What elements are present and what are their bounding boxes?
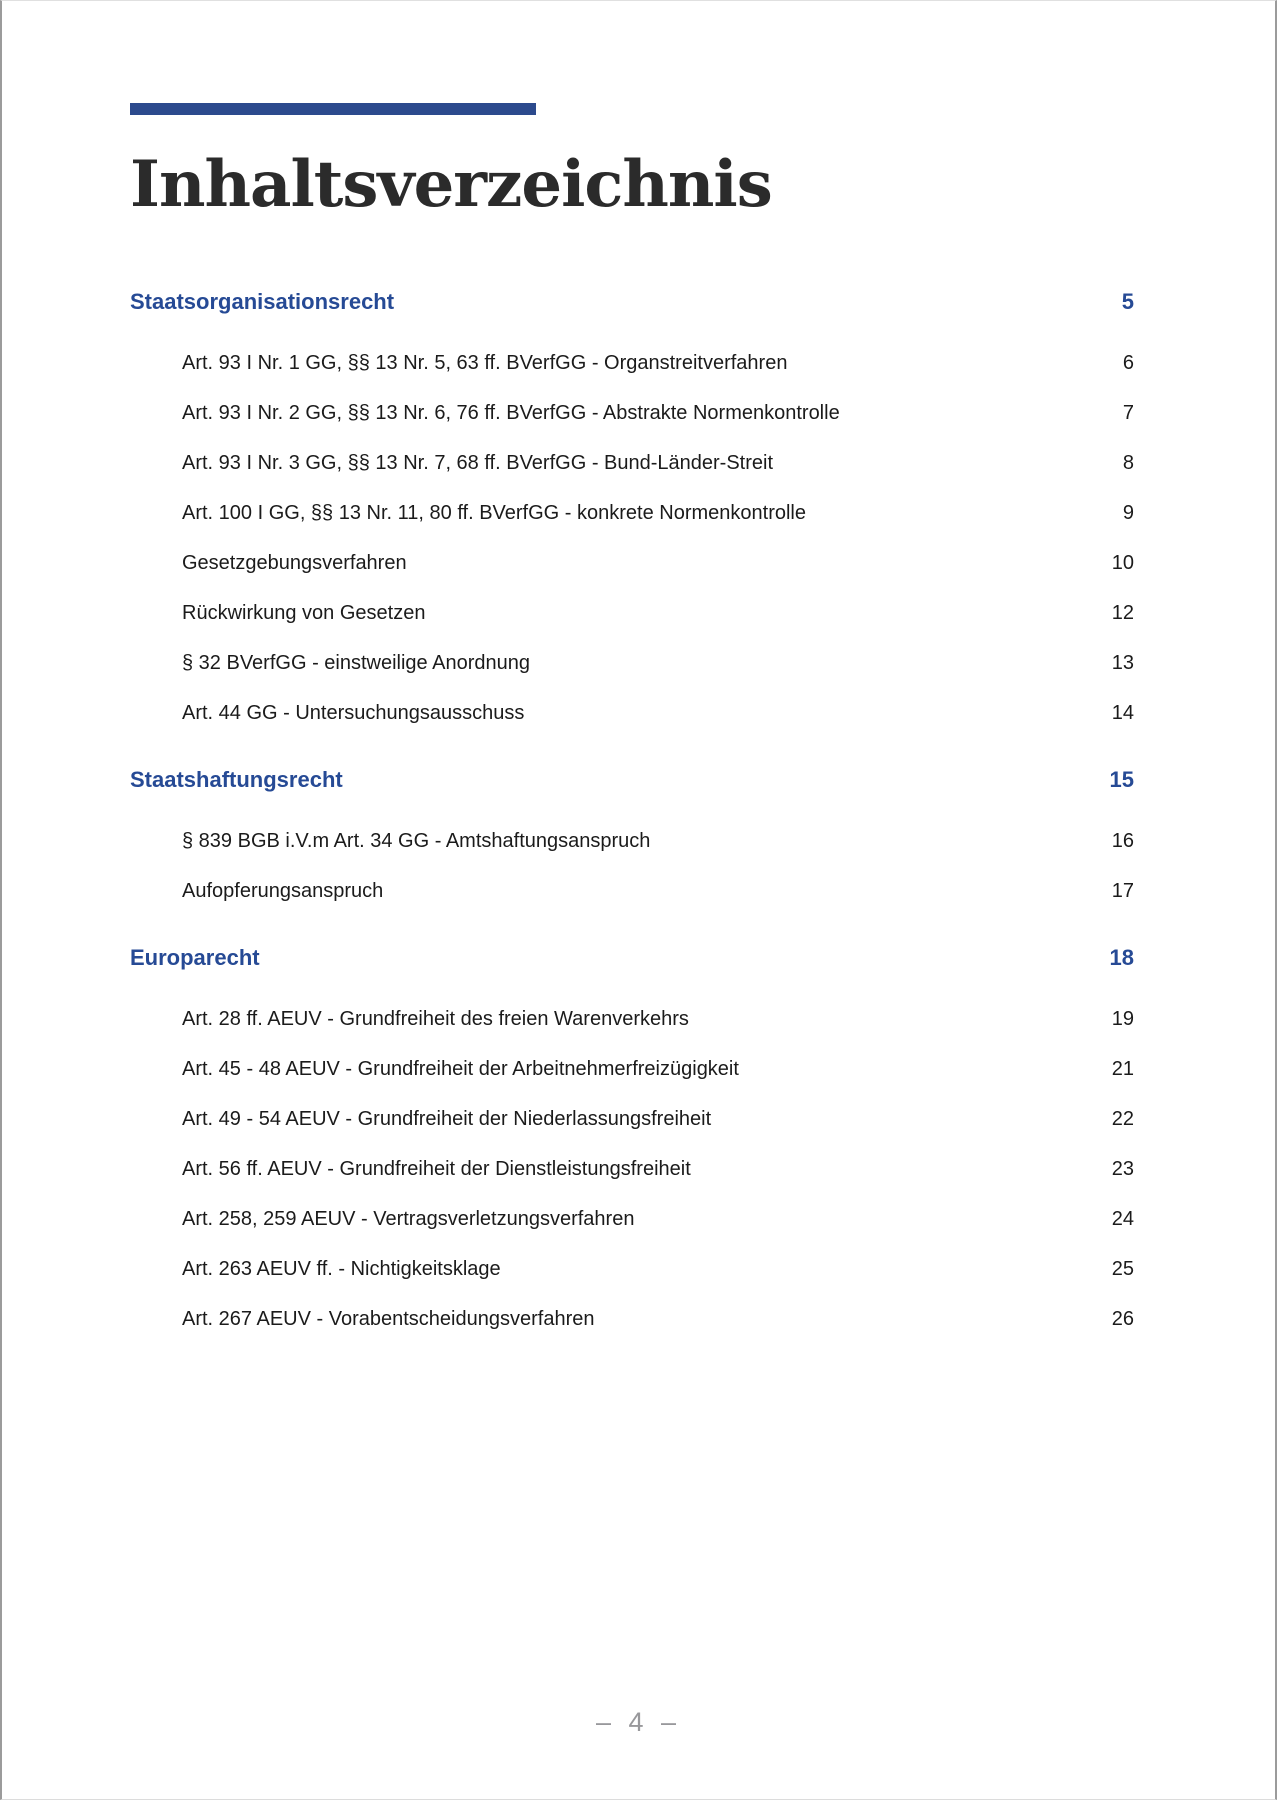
table-of-contents [130,288,1134,1332]
toc-entry[interactable] [130,878,1134,904]
toc-entry-label: Art. 263 AEUV ff. - Nichtigkeitsklage [182,1258,501,1281]
toc-entry-label: Art. 44 GG - Untersuchungsausschuss [182,702,525,725]
toc-entry-page: 7 [1122,402,1134,425]
toc-entry[interactable] [130,1106,1134,1132]
toc-entry-label: Rückwirkung von Gesetzen [182,602,426,625]
toc-entry[interactable] [130,600,1134,626]
toc-entry-label: Art. 93 I Nr. 3 GG, §§ 13 Nr. 7, 68 ff. BVerfGG - Bund-Länder-Streit [182,452,774,475]
toc-entry[interactable] [130,1206,1134,1232]
toc-entry[interactable] [130,400,1134,426]
toc-section-label: Europarecht [130,945,260,971]
toc-entry[interactable] [130,450,1134,476]
toc-entry-page: 22 [1111,1108,1134,1131]
toc-entry-label: Aufopferungsanspruch [182,880,384,903]
toc-entry[interactable] [130,828,1134,854]
toc-section-page: 5 [1121,289,1134,315]
toc-entry-label: Art. 100 I GG, §§ 13 Nr. 11, 80 ff. BVerfGG - konkrete Normenkontrolle [182,502,806,525]
toc-entry-page: 16 [1111,830,1134,853]
toc-entry-page: 24 [1111,1208,1134,1231]
toc-entry-page: 26 [1111,1308,1134,1331]
toc-entry-label: Art. 258, 259 AEUV - Vertragsverletzungsverfahren [182,1208,635,1231]
accent-bar [130,103,536,115]
page-number-label: – 4 – [595,1707,682,1737]
toc-entry-page: 13 [1111,652,1134,675]
toc-entry-page: 14 [1111,702,1134,725]
toc-entry-label: Art. 45 - 48 AEUV - Grundfreiheit der Arbeitnehmerfreizügigkeit [182,1058,739,1081]
toc-entry[interactable] [130,650,1134,676]
toc-section-heading[interactable] [130,288,1134,316]
toc-entry-page: 17 [1111,880,1134,903]
toc-section-label: Staatsorganisationsrecht [130,289,395,315]
toc-entry-label: Art. 267 AEUV - Vorabentscheidungsverfahren [182,1308,595,1331]
page-footer [2,1707,1275,1738]
toc-entry[interactable] [130,550,1134,576]
toc-entry[interactable] [130,1256,1134,1282]
toc-entry-label: § 839 BGB i.V.m Art. 34 GG - Amtshaftungsanspruch [182,830,651,853]
toc-entry-page: 6 [1122,352,1134,375]
toc-section-heading[interactable] [130,944,1134,972]
toc-entry[interactable] [130,1006,1134,1032]
toc-section-heading[interactable] [130,766,1134,794]
toc-entry[interactable] [130,1156,1134,1182]
toc-entry[interactable] [130,1306,1134,1332]
toc-entry-label: Art. 56 ff. AEUV - Grundfreiheit der Dienstleistungsfreiheit [182,1158,691,1181]
page-content [130,1,1134,1332]
toc-entry-label: Gesetzgebungsverfahren [182,552,407,575]
toc-entry[interactable] [130,500,1134,526]
toc-entry-page: 12 [1111,602,1134,625]
toc-entry-page: 21 [1111,1058,1134,1081]
page-title: Inhaltsverzeichnis [130,147,772,222]
toc-entry[interactable] [130,1056,1134,1082]
toc-section-page: 15 [1109,767,1134,793]
toc-entry-label: Art. 93 I Nr. 2 GG, §§ 13 Nr. 6, 76 ff. BVerfGG - Abstrakte Normenkontrolle [182,402,840,425]
toc-entry-label: § 32 BVerfGG - einstweilige Anordnung [182,652,530,675]
toc-entry-page: 9 [1122,502,1134,525]
toc-entry-label: Art. 28 ff. AEUV - Grundfreiheit des freien Warenverkehrs [182,1008,689,1031]
toc-entry-page: 19 [1111,1008,1134,1031]
toc-entry-page: 23 [1111,1158,1134,1181]
toc-entry[interactable] [130,700,1134,726]
toc-section-label: Staatshaftungsrecht [130,767,343,793]
toc-entry-label: Art. 49 - 54 AEUV - Grundfreiheit der Niederlassungsfreiheit [182,1108,712,1131]
toc-section-page: 18 [1109,945,1134,971]
toc-entry-page: 25 [1111,1258,1134,1281]
toc-entry-label: Art. 93 I Nr. 1 GG, §§ 13 Nr. 5, 63 ff. BVerfGG - Organstreitverfahren [182,352,788,375]
toc-entry-page: 8 [1122,452,1134,475]
toc-entry[interactable] [130,350,1134,376]
toc-entry-page: 10 [1111,552,1134,575]
